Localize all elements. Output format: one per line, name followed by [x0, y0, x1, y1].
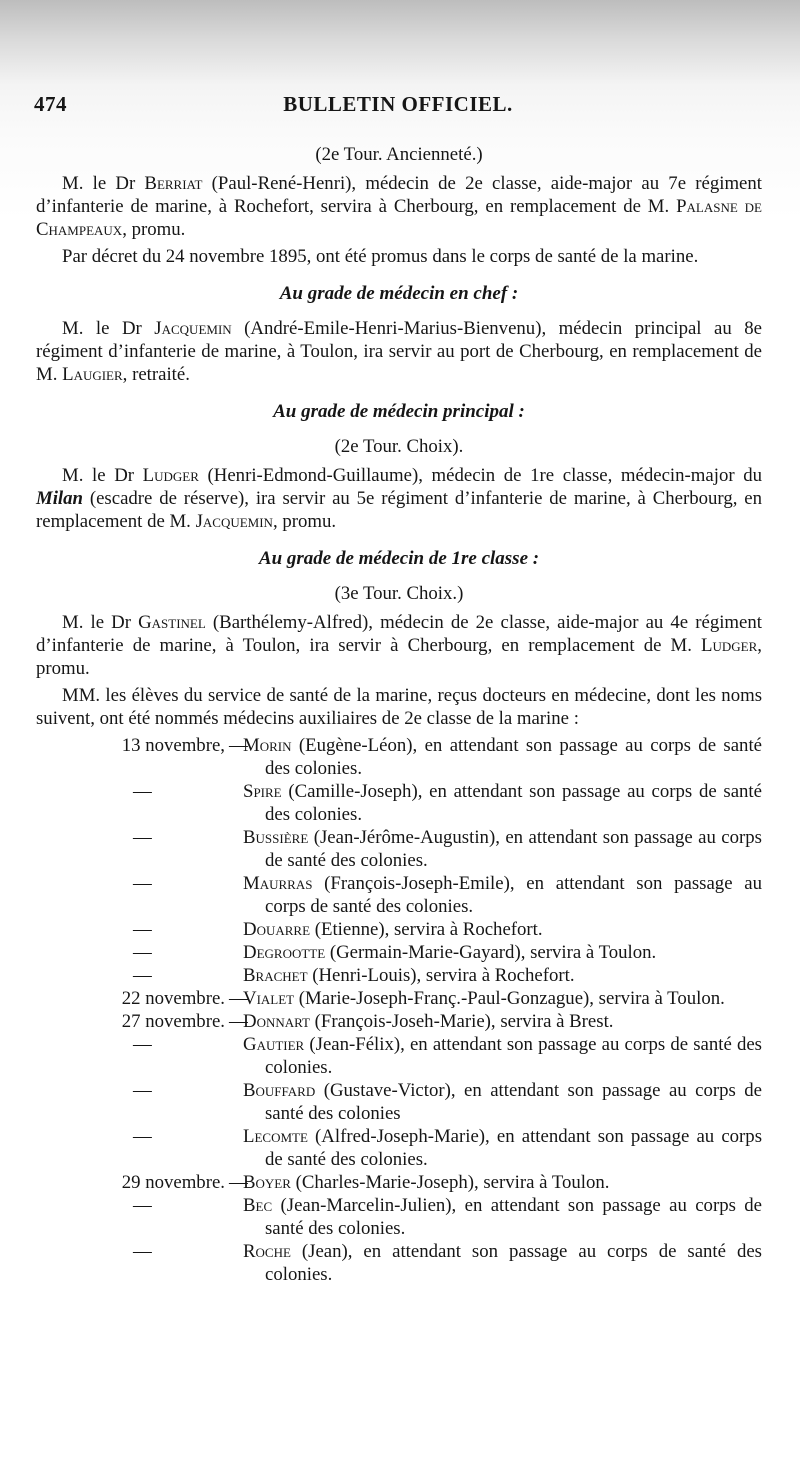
- entry-details: (Henri-Louis), servira à Rochefort.: [307, 965, 575, 986]
- text-run: (André-Emile-Henri-Marius-Bienvenu), médecin principal au 8e régiment d’infanterie de marine, à Toulon, ira servir au port de Cherbourg, en remplacement de M.: [36, 318, 762, 385]
- entry-date: —: [133, 873, 152, 894]
- section-heading-medecin-en-chef: Au grade de médecin en chef :: [279, 283, 519, 304]
- entry-text: [243, 918, 762, 941]
- ship-name: Milan: [36, 488, 83, 509]
- entry-dash: [229, 1194, 243, 1240]
- paragraph-berriat: [36, 172, 762, 241]
- text-run: (Henri-Edmond-Guillaume), médecin de 1re classe, médecin-major du: [198, 465, 763, 486]
- entry-dash: [229, 941, 243, 964]
- person-name: Degrootte: [243, 942, 326, 963]
- person-name: Roche: [243, 1241, 291, 1262]
- person-name: Bussière: [243, 827, 309, 848]
- person-name: Ludger: [142, 465, 199, 486]
- text-run: M. le Dr: [62, 318, 155, 339]
- list-item: [36, 780, 762, 826]
- text-run: (Barthélemy-Alfred), médecin de 2e classe, aide-major au 4e régiment d’infanterie de marine, à Toulon, ira servir à Cherbourg, en remplacement de M.: [36, 612, 762, 656]
- text-run: , retraité.: [122, 364, 190, 385]
- person-name: Lecomte: [243, 1126, 308, 1147]
- entry-details: (Eugène-Léon), en attendant son passage au corps de santé des colonies.: [265, 735, 762, 779]
- person-name: Jacquemin: [154, 318, 232, 339]
- person-name: Bec: [243, 1195, 273, 1216]
- person-name: Palasne de Champeaux: [36, 196, 762, 240]
- entry-dash: —: [229, 988, 248, 1009]
- list-item: [36, 941, 762, 964]
- entry-date: 29 novembre.: [121, 1172, 225, 1193]
- person-name: Vialet: [243, 988, 295, 1009]
- tour-heading-1: (2e Tour. Ancienneté.): [315, 144, 483, 165]
- paragraph-eleves: MM. les élèves du service de santé de la marine, reçus docteurs en médecine, dont les noms suivent, ont été nommés médecins auxiliaires de 2e classe de la marine :: [36, 685, 762, 729]
- entry-details: (Jean-Félix), en attendant son passage au corps de santé des colonies.: [265, 1034, 762, 1078]
- paragraph-decree: Par décret du 24 novembre 1895, ont été promus dans le corps de santé de la marine.: [62, 246, 699, 267]
- list-item: [36, 826, 762, 872]
- entry-date: —: [133, 1080, 152, 1101]
- entry-text: [243, 826, 762, 872]
- person-name: Ludger: [701, 635, 758, 656]
- entry-date: —: [133, 827, 152, 848]
- entry-dash: [229, 1125, 243, 1171]
- entry-details: (Camille-Joseph), en attendant son passage au corps de santé des colonies.: [265, 781, 762, 825]
- entry-details: (Jean-Jérôme-Augustin), en attendant son passage au corps de santé des colonies.: [265, 827, 762, 871]
- person-name: Bouffard: [243, 1080, 316, 1101]
- entry-details: (Marie-Joseph-Franç.-Paul-Gonzague), servira à Toulon.: [294, 988, 725, 1009]
- entry-text: [243, 964, 762, 987]
- entry-text: [243, 987, 762, 1010]
- entry-dash: [229, 964, 243, 987]
- text-run: M. le Dr: [62, 173, 145, 194]
- paragraph-gastinel: [36, 611, 762, 680]
- tour-heading-2: (2e Tour. Choix).: [334, 436, 464, 457]
- entry-details: (Alfred-Joseph-Marie), en attendant son passage au corps de santé des colonies.: [265, 1126, 762, 1170]
- paragraph-jacquemin: [36, 317, 762, 386]
- person-name: Morin: [243, 735, 292, 756]
- person-name: Gastinel: [138, 612, 206, 633]
- entry-text: [243, 1079, 762, 1125]
- entry-text: [243, 1033, 762, 1079]
- entry-dash: [229, 826, 243, 872]
- text-run: M. le Dr: [62, 612, 139, 633]
- entry-details: (Jean-Marcelin-Julien), en attendant son passage au corps de santé des colonies.: [265, 1195, 762, 1239]
- entry-dash: [229, 1033, 243, 1079]
- text-run: , promu.: [272, 511, 337, 532]
- entry-date: —: [133, 1195, 152, 1216]
- text-run: (Paul-René-Henri), médecin de 2e classe, aide-major au 7e régiment d’infanterie de marine, à Rochefort, servira à Cherbourg, en remplacement de M.: [36, 173, 762, 217]
- list-item: [36, 1194, 762, 1240]
- entry-date: —: [133, 781, 152, 802]
- person-name: Douarre: [243, 919, 311, 940]
- list-item: [36, 1171, 762, 1194]
- entry-dash: —: [229, 1172, 248, 1193]
- list-item: [36, 872, 762, 918]
- entry-dash: —: [229, 1011, 248, 1032]
- text-run: (escadre de réserve), ira servir au 5e régiment d’infanterie de marine, à Cherbourg, en remplacement de M.: [36, 488, 762, 532]
- person-name: Boyer: [243, 1172, 291, 1193]
- section-heading-medecin-principal: Au grade de médecin principal :: [273, 401, 525, 422]
- entry-date: —: [133, 1241, 152, 1262]
- person-name: Berriat: [144, 173, 203, 194]
- entry-details: (Etienne), servira à Rochefort.: [310, 919, 543, 940]
- list-item: [36, 1033, 762, 1079]
- text-run: , promu.: [122, 219, 186, 240]
- person-name: Jacquemin: [195, 511, 273, 532]
- entry-details: (Jean), en attendant son passage au corps de santé des colonies.: [265, 1241, 762, 1285]
- entry-text: [243, 1240, 762, 1286]
- entry-date: 22 novembre.: [121, 988, 225, 1009]
- text-run: M. le Dr: [62, 465, 143, 486]
- list-item: [36, 1240, 762, 1286]
- entry-details: (François-Joseph-Emile), en attendant son passage au corps de santé des colonies.: [265, 873, 762, 917]
- entry-dash: [229, 1079, 243, 1125]
- list-item: [36, 918, 762, 941]
- entry-text: [243, 734, 762, 780]
- entry-date: —: [133, 1126, 152, 1147]
- entry-date: —: [133, 1034, 152, 1055]
- document-body: [36, 143, 762, 1286]
- list-item: [36, 1010, 762, 1033]
- entry-dash: [229, 872, 243, 918]
- entry-dash: [229, 780, 243, 826]
- entry-details: (Germain-Marie-Gayard), servira à Toulon.: [325, 942, 657, 963]
- entry-date: 13 novembre,: [121, 735, 225, 756]
- entry-details: (François-Joseh-Marie), servira à Brest.: [309, 1011, 614, 1032]
- list-item: [36, 987, 762, 1010]
- list-item: [36, 734, 762, 780]
- tour-heading-3: (3e Tour. Choix.): [334, 583, 464, 604]
- entry-text: [243, 941, 762, 964]
- entry-text: [243, 872, 762, 918]
- person-name: Brachet: [243, 965, 308, 986]
- person-name: Gautier: [243, 1034, 305, 1055]
- entry-text: [243, 1010, 762, 1033]
- entry-dash: [229, 918, 243, 941]
- person-name: Donnart: [243, 1011, 310, 1032]
- entry-text: [243, 1125, 762, 1171]
- list-item: [36, 1125, 762, 1171]
- list-item: [36, 1079, 762, 1125]
- entry-text: [243, 1194, 762, 1240]
- person-name: Maurras: [243, 873, 313, 894]
- paragraph-ludger: [36, 464, 762, 533]
- entry-dash: —: [229, 735, 248, 756]
- entry-date: 27 novembre.: [121, 1011, 225, 1032]
- list-item: [36, 964, 762, 987]
- entry-details: (Charles-Marie-Joseph), servira à Toulon.: [290, 1172, 610, 1193]
- page-number: 474: [34, 92, 67, 116]
- entry-date: —: [133, 942, 152, 963]
- entry-date: —: [133, 919, 152, 940]
- entry-date: —: [133, 965, 152, 986]
- appointments-list: [36, 734, 762, 1286]
- page-title: BULLETIN OFFICIEL.: [283, 92, 513, 116]
- entry-text: [243, 780, 762, 826]
- entry-details: (Gustave-Victor), en attendant son passage au corps de santé des colonies: [265, 1080, 762, 1124]
- entry-text: [243, 1171, 762, 1194]
- person-name: Laugier: [62, 364, 123, 385]
- text-run: , promu.: [36, 635, 762, 679]
- person-name: Spire: [243, 781, 282, 802]
- entry-dash: [229, 1240, 243, 1286]
- section-heading-medecin-1re-classe: Au grade de médecin de 1re classe :: [258, 548, 540, 569]
